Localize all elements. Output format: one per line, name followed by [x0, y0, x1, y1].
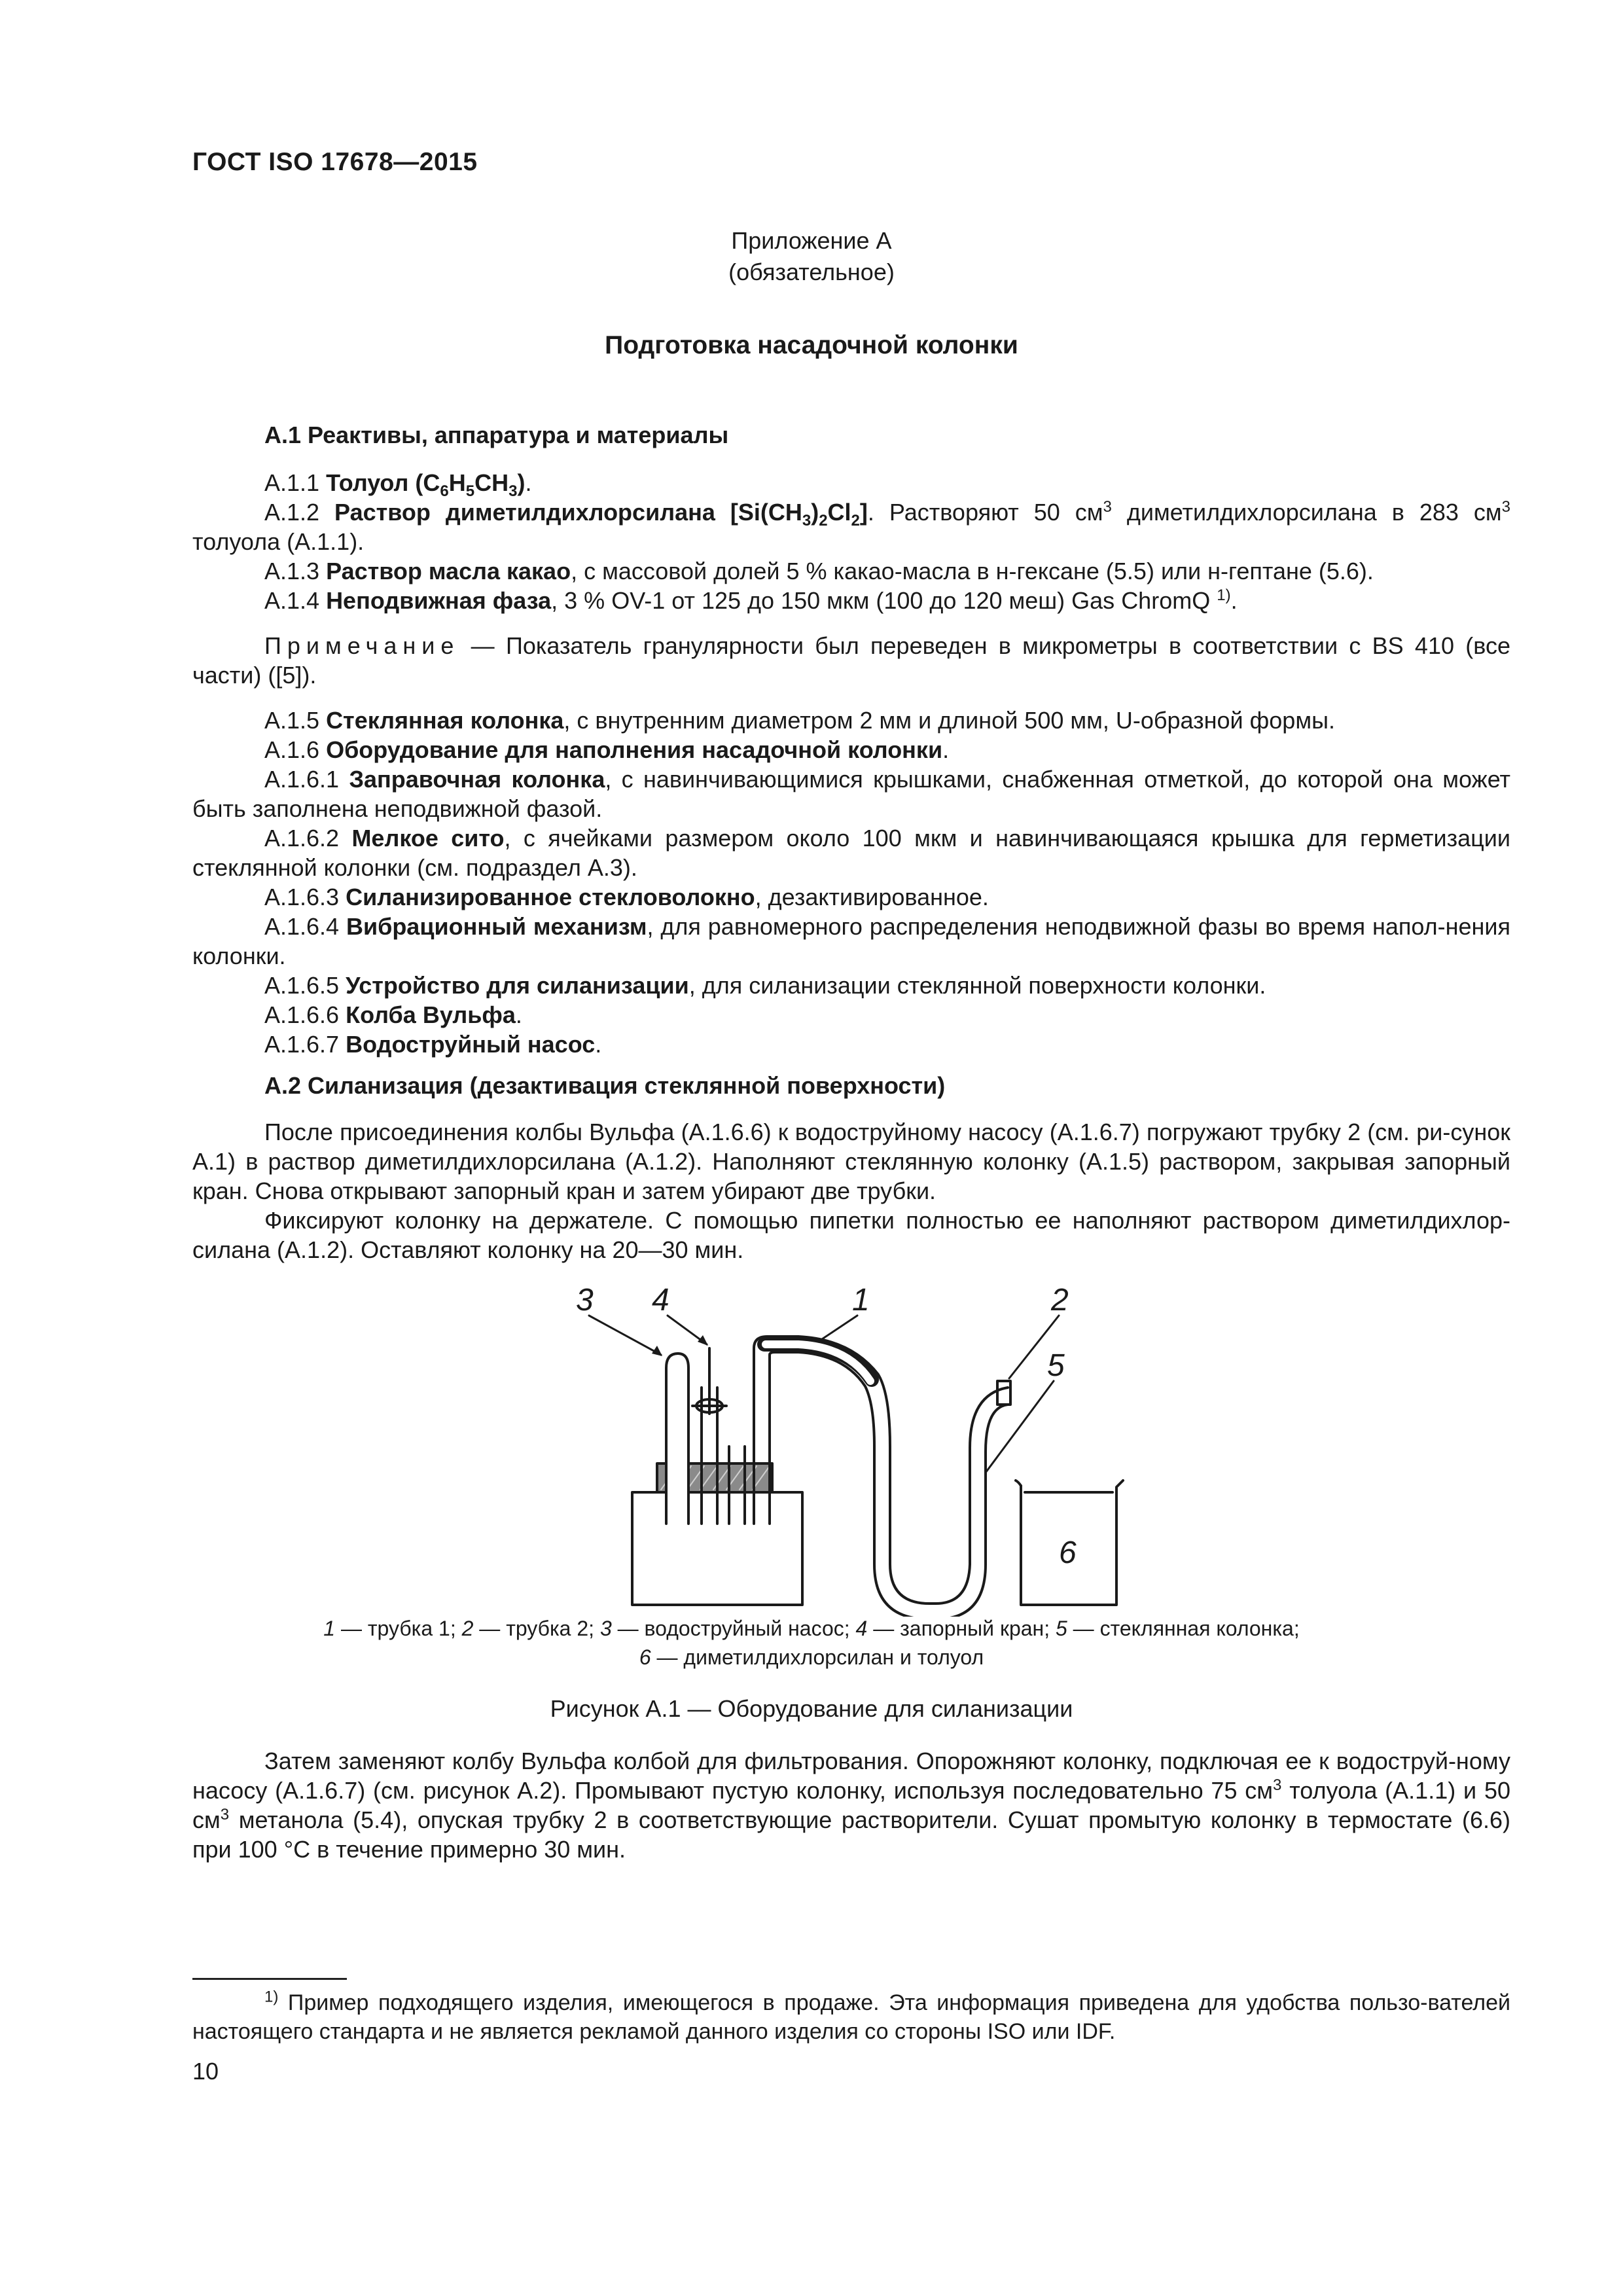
- glass-column-outer: [970, 1388, 1008, 1564]
- glass-column-inner: [986, 1405, 1008, 1564]
- leader-5: [986, 1381, 1054, 1473]
- figure-label-2: 2: [1051, 1283, 1069, 1318]
- figure-label-1: 1: [852, 1283, 870, 1318]
- after-figure-text: [192, 1746, 1510, 1864]
- leader-3: [589, 1316, 661, 1355]
- paragraph-a1-6: А.1.6 Оборудование для наполнения насадочной колонки.: [264, 736, 950, 763]
- figure-label-3: 3: [576, 1283, 594, 1318]
- figure-label-5: 5: [1047, 1348, 1065, 1383]
- section-heading-a1: А.1 Реактивы, аппаратура и материалы: [264, 422, 729, 448]
- section-a1: [192, 420, 1510, 1059]
- paragraph-a2-1: После присоединения колбы Вульфа (А.1.6.6) к водоструйному насосу (А.1.6.7) погружают трубку 2 (см. ри-сунок А.1) в раствор диметилдихлорсилана (А.1.2). Наполняют стеклянную колонку (А.1.5) раствором, закрывая запорный кран. Снова открывают запорный кран и затем убирают две трубки.: [192, 1119, 1510, 1204]
- paragraph-a2-2: Фиксируют колонку на держателе. С помощью пипетки полностью ее наполняют раствором диметилдихлор-силана (А.1.2). Оставляют колонку на 20—30 мин.: [192, 1207, 1510, 1263]
- note-label: Примечание: [264, 632, 460, 659]
- paragraph-a1-6-6: А.1.6.6 Колба Вульфа.: [264, 1001, 522, 1028]
- paragraph-a1-6-2: А.1.6.2 Мелкое сито, с ячейками размером около 100 мкм и навинчивающаяся крышка для герметизации стеклянной колонки (см. подраздел А.3).: [192, 825, 1510, 881]
- annex-title: Подготовка насадочной колонки: [605, 331, 1018, 359]
- footnote: $^{1)}$ Пример подходящего изделия, имеющегося в продаже. Эта информация приведена для удобства пользо-вателей настоящего стандарта и не является рекламой данного изделия со стороны ISO или IDF.: [192, 1988, 1510, 2044]
- pump-tube: [666, 1354, 688, 1524]
- figure-title: Рисунок А.1 — Оборудование для силанизации: [550, 1695, 1073, 1722]
- annex-label: Приложение А: [731, 227, 892, 254]
- figure-legend-line-1: 1 — трубка 1; 2 — трубка 2; 3 — водоструйный насос; 4 — запорный кран; 5 — стеклянная колонка;: [323, 1617, 1300, 1640]
- figure-legend-line-2: 6 — диметилдихлорсилан и толуол: [639, 1645, 984, 1669]
- paragraph-a1-2: А.1.2 Раствор диметилдихлорсилана $[Si(CH_3)_2Cl_2]$. Растворяют 50 $см^3$ диметилдихлорсилана в 283 $см^3$ толуола (А.1.1).: [192, 498, 1510, 555]
- paragraph-after-figure: Затем заменяют колбу Вульфа колбой для фильтрования. Опорожняют колонку, подключая ее к водоструй-ному насосу (А.1.6.7) (см. рисунок А.2). Промывают пустую колонку, используя последовательно 75 $см^3$ толуола (А.1.1) и 50 $см^3$ метанола (5.4), опуская трубку 2 в соответствующие растворители. Сушат промытую колонку в термостате (6.6) при 100 °С в течение примерно 30 мин.: [192, 1748, 1510, 1863]
- annex-label-block: [0, 225, 1623, 288]
- annex-status: (обязательное): [728, 259, 895, 285]
- paragraph-a1-3: А.1.3 Раствор масла какао, с массовой долей 5 % какао-масла в н-гексане (5.5) или н-гептане (5.6).: [264, 558, 1374, 584]
- figure-legend: [0, 1614, 1623, 1672]
- figure-label-6: 6: [1059, 1535, 1077, 1570]
- paragraph-a1-5: А.1.5 Стеклянная колонка, с внутренним диаметром 2 мм и длиной 500 мм, U-образной формы.: [264, 707, 1335, 734]
- footnote-divider: [192, 1978, 347, 1980]
- paragraph-a1-6-7: А.1.6.7 Водоструйный насос.: [264, 1031, 602, 1058]
- section-heading-a2: А.2 Силанизация (дезактивация стеклянной поверхности): [264, 1072, 946, 1099]
- section-a2: [192, 1071, 1510, 1265]
- tube-2-end: [997, 1381, 1010, 1405]
- figure-label-4: 4: [652, 1283, 669, 1318]
- paragraph-a1-6-3: А.1.6.3 Силанизированное стекловолокно, дезактивированное.: [264, 884, 989, 910]
- paragraph-a1-6-4: А.1.6.4 Вибрационный механизм, для равномерного распределения неподвижной фазы во время напол-нения колонки.: [192, 913, 1510, 969]
- document-header: ГОСТ ISO 17678—2015: [192, 148, 478, 176]
- footnote-mark: 1): [264, 1988, 279, 2006]
- paragraph-a1-4: А.1.4 Неподвижная фаза, 3 % OV-1 от 125 до 150 мкм (100 до 120 меш) Gas ChromQ $^{1)}$.: [264, 586, 1238, 614]
- paragraph-a1-6-1: А.1.6.1 Заправочная колонка, с навинчивающимися крышками, снабженная отметкой, до которой она может быть заполнена неподвижной фазой.: [192, 766, 1511, 822]
- figure-silanization-apparatus: [0, 1276, 1623, 1617]
- paragraph-a1-6-5: А.1.6.5 Устройство для силанизации, для силанизации стеклянной поверхности колонки.: [264, 972, 1266, 999]
- paragraph-a1-1: А.1.1 Толуол $(C_6H_5CH_3)$.: [264, 469, 532, 501]
- leader-1: [818, 1316, 857, 1342]
- page-number: 10: [192, 2058, 219, 2085]
- note: Примечание — Показатель гранулярности был переведен в микрометры в соответствии с BS 410 (все части) ([5]).: [192, 632, 1510, 689]
